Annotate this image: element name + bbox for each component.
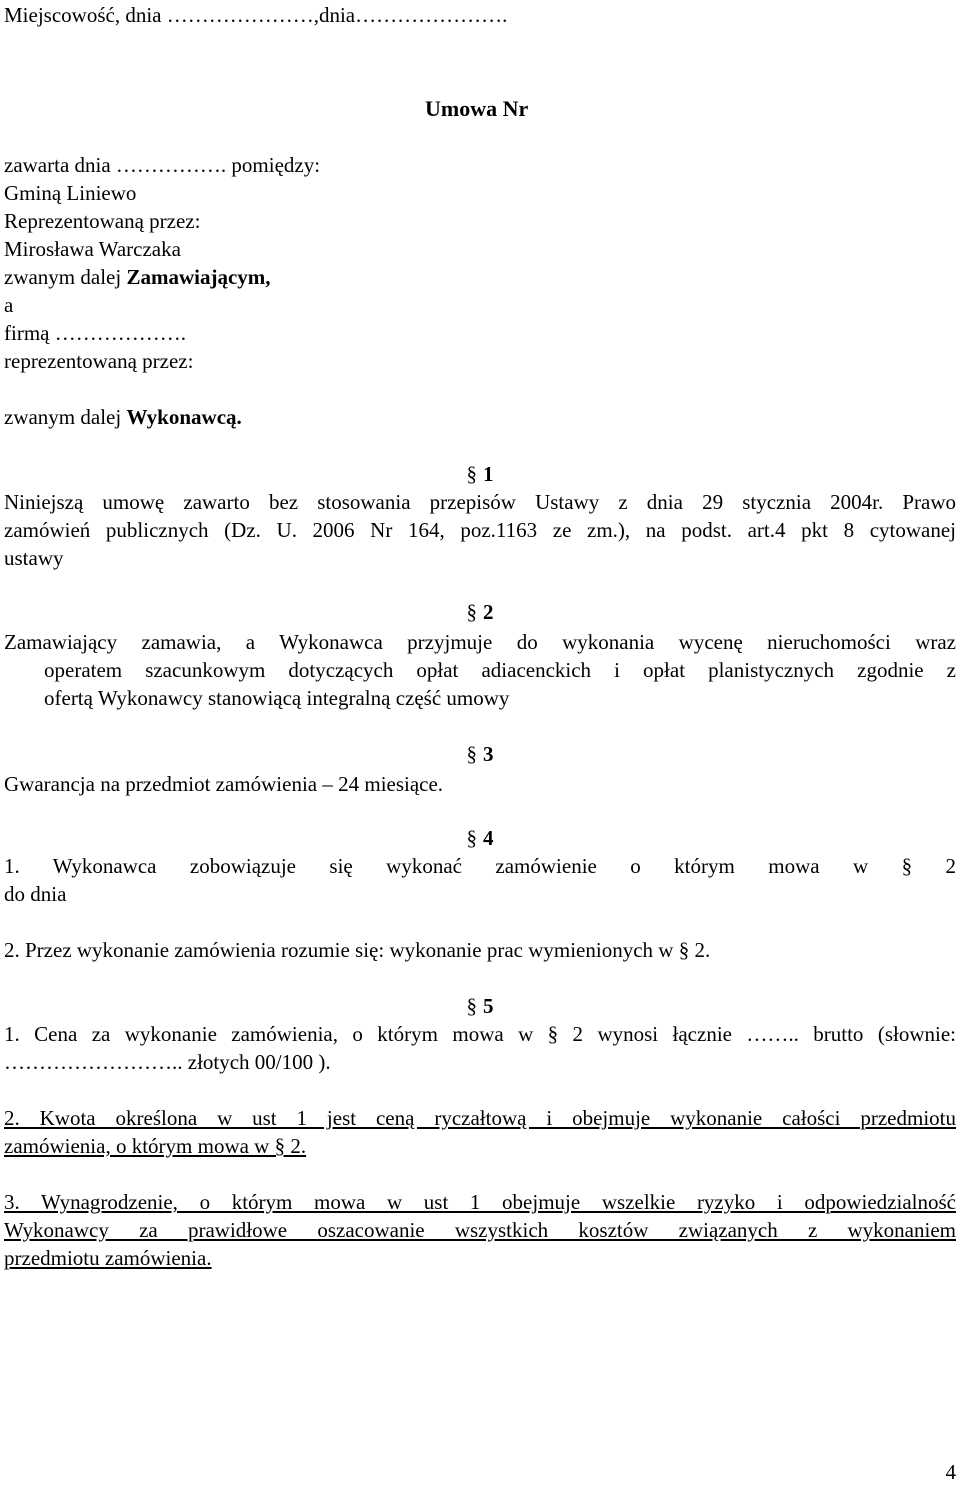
section-4-heading: [0, 826, 960, 851]
section-number: 1: [483, 462, 494, 486]
section-number: 5: [483, 994, 494, 1018]
section-2-heading: [0, 600, 960, 625]
representative-name: Mirosława Warczaka: [4, 237, 181, 261]
section-number: 2: [483, 600, 494, 624]
section-3-text: Gwarancja na przedmiot zamówienia – 24 miesiące.: [4, 772, 444, 796]
contract-title: Umowa Nr: [425, 96, 529, 121]
section-5-point-1-line: 1. Cena za wykonanie zamówienia, o którym mowa w § 2 wynosi łącznie …….. brutto (słownie:: [4, 1022, 956, 1046]
section-4-point-2: 2. Przez wykonanie zamówienia rozumie się: wykonanie prac wymienionych w § 2.: [4, 938, 711, 962]
paragraph-sign: §: [466, 462, 477, 486]
section-1-line: Niniejszą umowę zawarto bez stosowania przepisów Ustawy z dnia 29 stycznia 2004r. Prawo: [4, 490, 956, 514]
conjunction: a: [4, 293, 14, 317]
contract-date-line: zawarta dnia ……………. pomiędzy:: [4, 153, 321, 177]
paragraph-sign: §: [466, 826, 477, 850]
section-5-point-3-line: 3. Wynagrodzenie, o którym mowa w ust 1 obejmuje wszelkie ryzyko i odpowiedzialność: [4, 1190, 956, 1214]
page-number: 4: [945, 1460, 956, 1484]
contractor-represented-by: reprezentowaną przez:: [4, 349, 194, 373]
section-4-point-1-line: do dnia: [4, 882, 67, 906]
section-3-heading: [0, 742, 960, 767]
represented-by-label: Reprezentowaną przez:: [4, 209, 201, 233]
section-5-point-2-line: zamówienia, o którym mowa w § 2.: [4, 1134, 307, 1158]
ordering-party-alias: [4, 264, 271, 290]
section-5-point-3-line: przedmiotu zamówienia.: [4, 1246, 212, 1270]
contractor-alias: [4, 404, 242, 430]
section-2-line: ofertą Wykonawcy stanowiącą integralną część umowy: [44, 686, 510, 710]
section-1-line: ustawy: [4, 546, 64, 570]
section-number: 3: [483, 742, 494, 766]
paragraph-sign: §: [466, 742, 477, 766]
alias-contractor: Wykonawcą.: [126, 405, 242, 429]
section-2-line: operatem szacunkowym dotyczących opłat adiacenckich i opłat planistycznych zgodnie z: [44, 658, 956, 682]
place-date-line: Miejscowość, dnia …………………,dnia………………….: [4, 3, 508, 27]
section-5-point-3-line: Wykonawcy za prawidłowe oszacowanie wszystkich kosztów związanych z wykonaniem: [4, 1218, 956, 1242]
section-2-line: Zamawiający zamawia, a Wykonawca przyjmuje do wykonania wycenę nieruchomości wraz: [4, 630, 956, 654]
section-5-heading: [0, 994, 960, 1019]
section-1-line: zamówień publicznych (Dz. U. 2006 Nr 164, poz.1163 ze zm.), na podst. art.4 pkt 8 cytowanej: [4, 518, 956, 542]
section-5-point-2-line: 2. Kwota określona w ust 1 jest ceną ryczałtową i obejmuje wykonanie całości przedmiotu: [4, 1106, 956, 1130]
section-5-point-1-line: …………………….. złotych 00/100 ).: [4, 1050, 331, 1074]
party-ordering: Gminą Liniewo: [4, 181, 137, 205]
paragraph-sign: §: [466, 994, 477, 1018]
section-1-heading: [0, 462, 960, 487]
alias-prefix: zwanym dalej: [4, 265, 127, 289]
paragraph-sign: §: [466, 600, 477, 624]
party-contractor: firmą ……………….: [4, 321, 186, 345]
alias-prefix: zwanym dalej: [4, 405, 127, 429]
section-4-point-1-line: 1. Wykonawca zobowiązuje się wykonać zamówienie o którym mowa w § 2: [4, 854, 956, 878]
section-number: 4: [483, 826, 494, 850]
alias-ordering: Zamawiającym,: [126, 265, 271, 289]
